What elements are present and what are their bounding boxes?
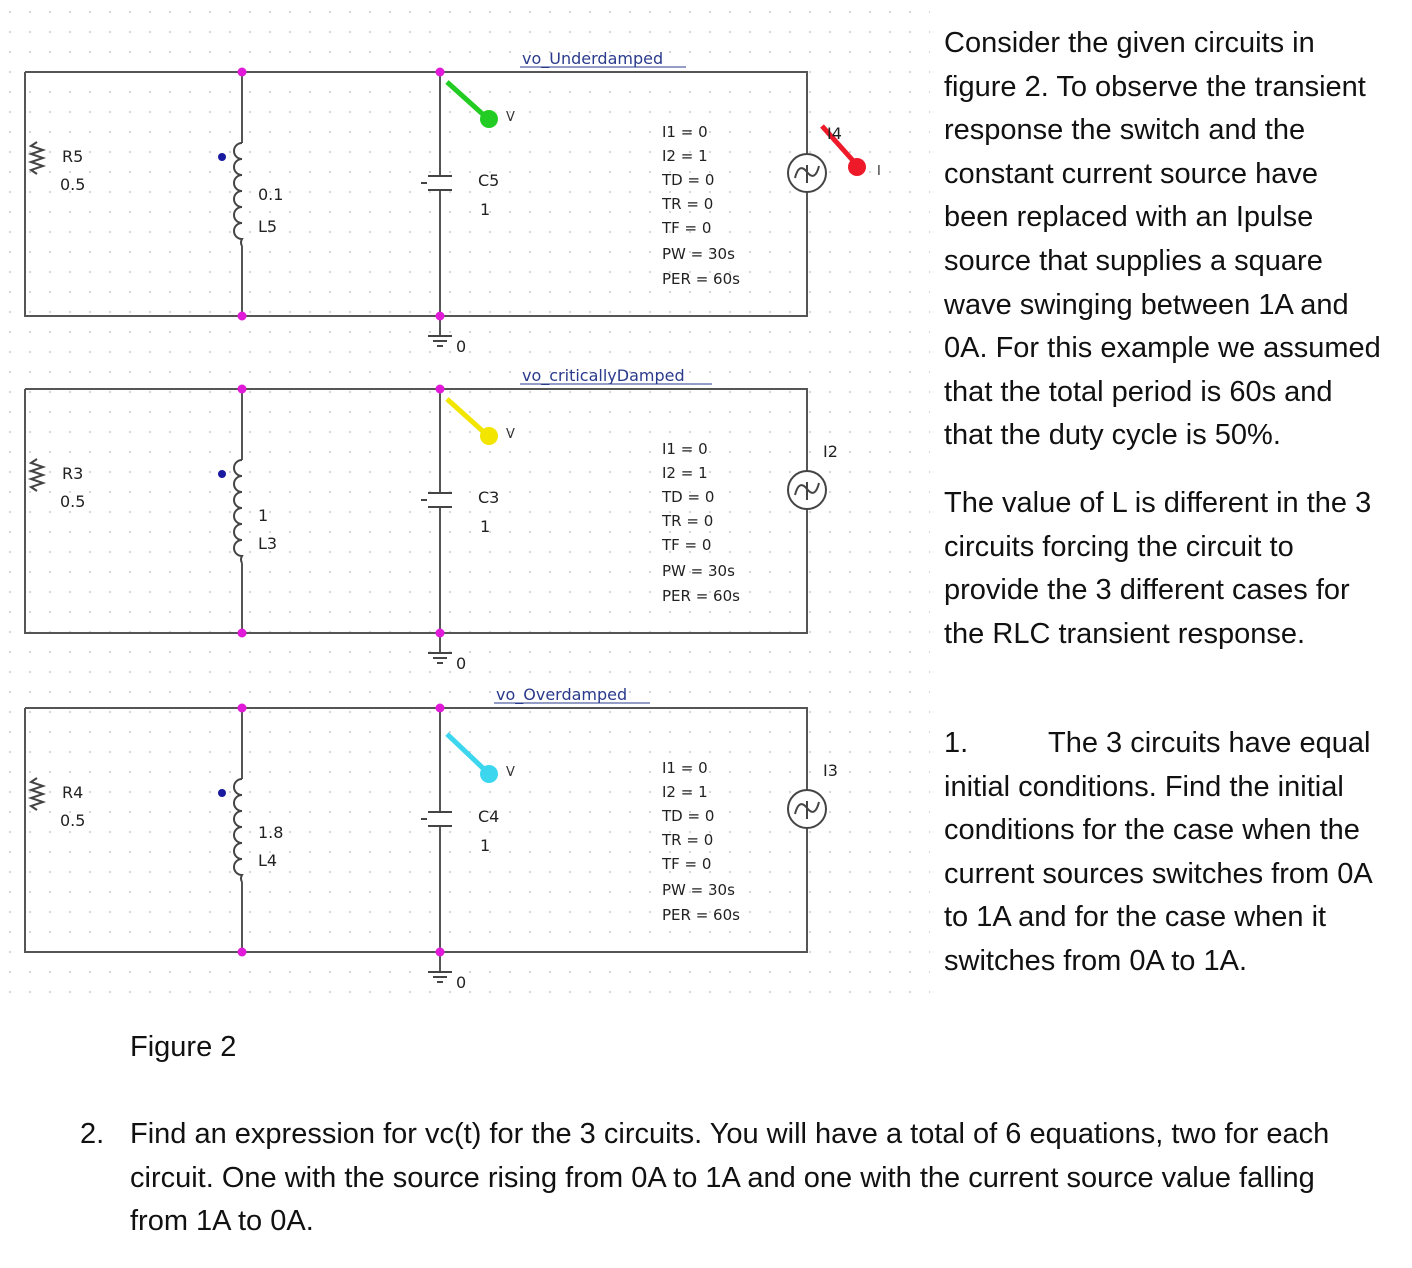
svg-text:I1 = 0: I1 = 0 <box>662 123 708 141</box>
resistor-value: 0.5 <box>60 492 86 511</box>
inductor-value: 0.1 <box>258 185 284 204</box>
question-2-number: 2. <box>80 1118 105 1150</box>
problem-description <box>944 22 1384 656</box>
svg-text:TR = 0: TR = 0 <box>662 831 714 849</box>
resistor-name: R5 <box>62 147 84 166</box>
svg-text:I2 = 1: I2 = 1 <box>662 147 708 165</box>
net-label: vo_criticallyDamped <box>522 366 685 385</box>
capacitor-name: C4 <box>478 807 500 826</box>
inductor-dot <box>218 470 226 478</box>
svg-text:PER = 60s: PER = 60s <box>662 906 740 924</box>
intro-paragraph: Consider the given circuits in figure 2. To observe the transient response the switch and the constant current source have been replaced with an Ipulse source that supplies a square wave swinging between 1A and 0A. For this example we assumed that the total period is 60s and that the duty cycle is 50%. <box>944 27 1381 452</box>
question-1 <box>944 722 1384 984</box>
svg-text:I2 = 1: I2 = 1 <box>662 464 708 482</box>
question-1-number: 1. <box>944 727 969 759</box>
source-name: I2 <box>823 442 838 461</box>
svg-text:I2 = 1: I2 = 1 <box>662 783 708 801</box>
source-name: I4 <box>827 124 842 143</box>
resistor-name: R4 <box>62 783 84 802</box>
inductor-name: L5 <box>258 217 278 236</box>
source-symbol <box>788 154 826 192</box>
svg-text:PER = 60s: PER = 60s <box>662 587 740 605</box>
resistor-value: 0.5 <box>60 811 86 830</box>
svg-text:TF = 0: TF = 0 <box>662 219 712 237</box>
inductor-name: L4 <box>258 851 278 870</box>
ground-label: 0 <box>456 337 467 356</box>
inductor-value: 1 <box>258 506 269 525</box>
svg-text:PW = 30s: PW = 30s <box>662 881 735 899</box>
svg-text:PW = 30s: PW = 30s <box>662 245 735 263</box>
capacitor-value: 1 <box>480 836 491 855</box>
ground-label: 0 <box>456 973 467 992</box>
capacitor-name: C5 <box>478 171 500 190</box>
voltage-probe-label: V <box>506 765 515 780</box>
resistor-name: R3 <box>62 464 84 483</box>
capacitor-value: 1 <box>480 200 491 219</box>
svg-text:TD = 0: TD = 0 <box>662 807 715 825</box>
current-probe-label: I <box>877 164 881 179</box>
source-symbol <box>788 790 826 828</box>
voltage-probe-label: V <box>506 110 515 125</box>
inductor-dot <box>218 153 226 161</box>
inductor-name: L3 <box>258 534 278 553</box>
question-1-text: equal initial conditions. Find the initial conditions for the case when the current sources switches from 0A to 1A and for the case when it switches from 0A to 1A. <box>944 727 1372 977</box>
svg-text:PER = 60s: PER = 60s <box>662 270 740 288</box>
question-2-text: Find an expression for vc(t) for the 3 circuits. You will have a total of 6 equations, two for each circuit. One with the source rising from 0A to 1A and one with the current source value falling from 1A to 0A. <box>130 1118 1330 1238</box>
capacitor-value: 1 <box>480 517 491 536</box>
svg-text:I1 = 0: I1 = 0 <box>662 759 708 777</box>
question-2 <box>80 1113 1380 1244</box>
question-1-lead: The 3 circuits have <box>1048 727 1292 759</box>
svg-text:TF = 0: TF = 0 <box>662 536 712 554</box>
svg-text:I1 = 0: I1 = 0 <box>662 440 708 458</box>
svg-text:TR = 0: TR = 0 <box>662 195 714 213</box>
net-label: vo_Underdamped <box>522 49 664 68</box>
net-label: vo_Overdamped <box>496 685 628 704</box>
source-symbol <box>788 471 826 509</box>
svg-text:PW = 30s: PW = 30s <box>662 562 735 580</box>
svg-text:TD = 0: TD = 0 <box>662 171 715 189</box>
resistor-value: 0.5 <box>60 175 86 194</box>
source-name: I3 <box>823 761 838 780</box>
svg-text:TF = 0: TF = 0 <box>662 855 712 873</box>
svg-text:TR = 0: TR = 0 <box>662 512 714 530</box>
inductor-dot <box>218 789 226 797</box>
voltage-probe-label: V <box>506 427 515 442</box>
svg-text:TD = 0: TD = 0 <box>662 488 715 506</box>
second-paragraph: The value of L is different in the 3 circuits forcing the circuit to provide the 3 different cases for the RLC transient response. <box>944 486 1372 650</box>
ground-label: 0 <box>456 654 467 673</box>
capacitor-name: C3 <box>478 488 500 507</box>
figure-caption: Figure 2 <box>130 1031 237 1063</box>
inductor-value: 1.8 <box>258 823 284 842</box>
